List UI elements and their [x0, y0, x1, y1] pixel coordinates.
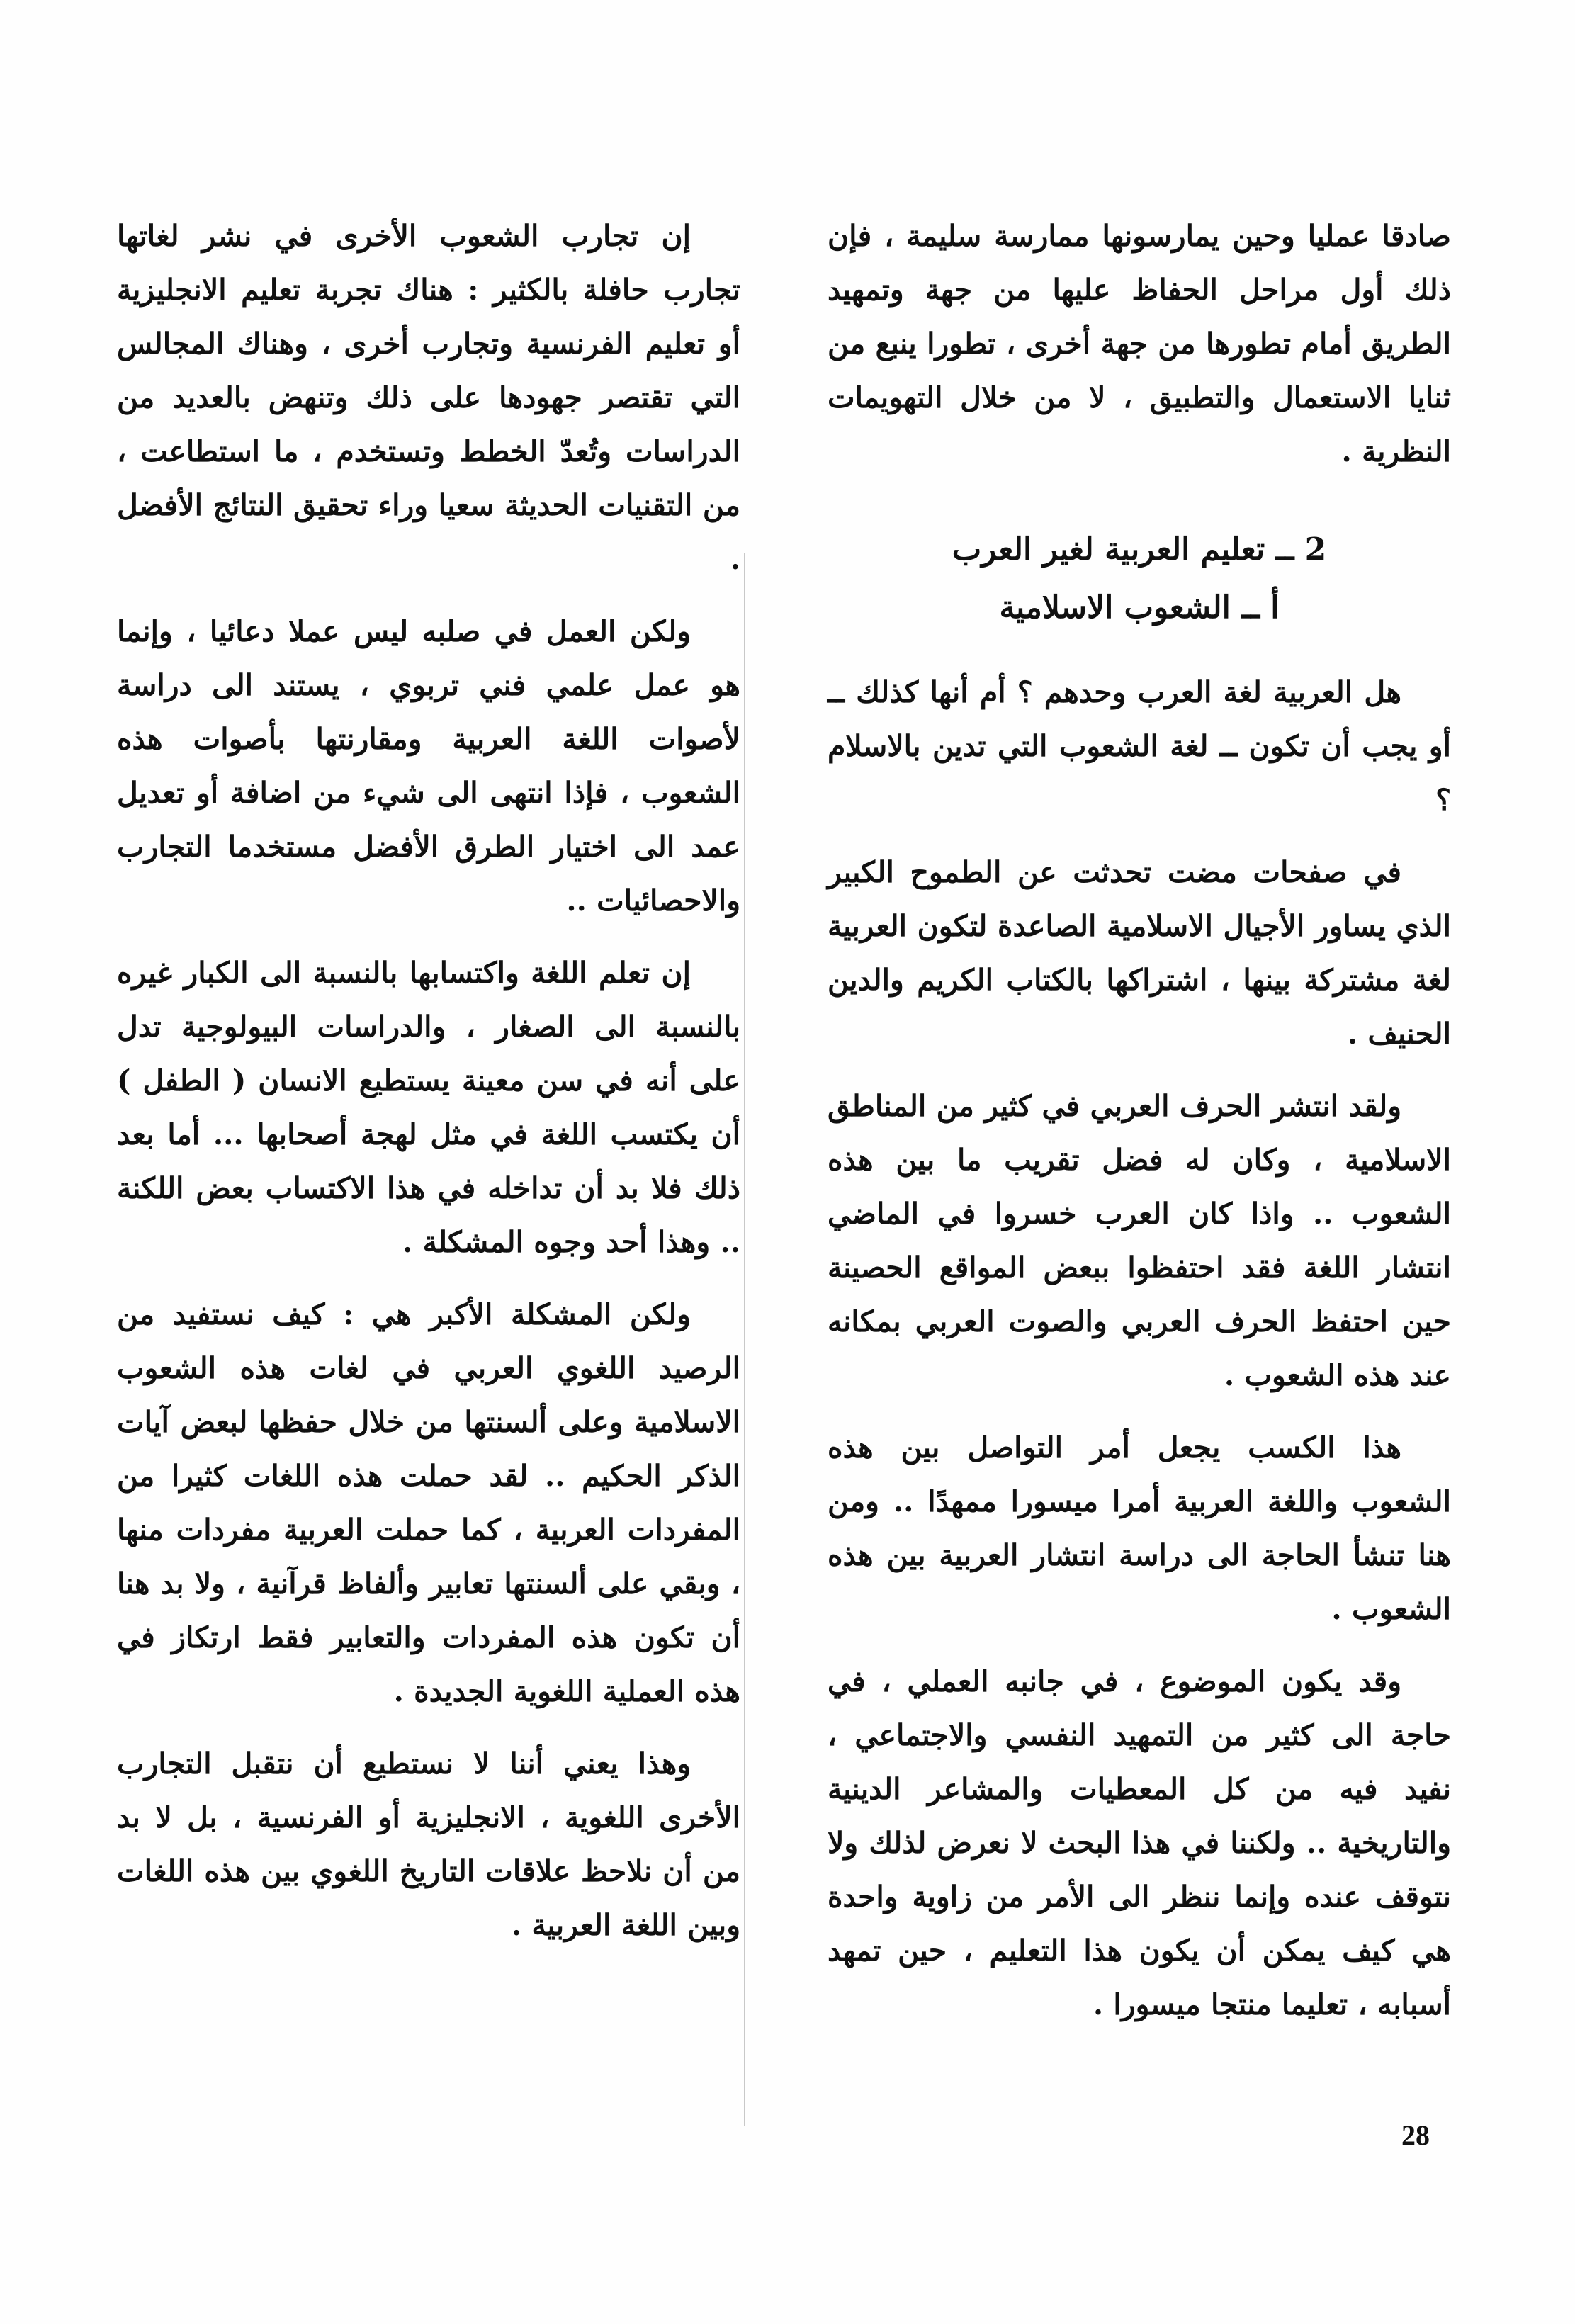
paragraph: ولكن المشكلة الأكبر هي : كيف نستفيد من الرصيد اللغوي العربي في لغات هذه الشعوب الاسلامية وعلى ألسنتها من خلال حفظها لبعض آيات الذكر الحكيم .. لقد حملت هذه اللغات كثيرا من المفردات العربية ، كما حملت العربية مفردات منها ، وبقي على ألسنتها تعابير وألفاظ قرآنية ، ولا بد هنا أن تكون هذه المفردات والتعابير فقط ارتكاز في هذه العملية اللغوية الجديدة .	[117, 1297, 740, 1708]
paragraph: وهذا يعني أننا لا نستطيع أن نتقبل التجارب الأخرى اللغوية ، الانجليزية أو الفرنسية ، بل لا بد من أن نلاحظ علاقات التاريخ اللغوي بين هذه اللغات وبين اللغة العربية .	[117, 1747, 740, 1942]
paragraph: إن تعلم اللغة واكتسابها بالنسبة الى الكبار غيره بالنسبة الى الصغار ، والدراسات البيولوجية تدل على أنه في سن معينة يستطيع الانسان ( الطفل ) أن يكتسب اللغة في مثل لهجة أصحابها ... أما بعد ذلك فلا بد أن تداخله في هذا الاكتساب بعض اللكنة .. وهذا أحد وجوه المشكلة .	[117, 956, 740, 1259]
paragraph: ولكن العمل في صلبه ليس عملا دعائيا ، وإنما هو عمل علمي فني تربوي ، يستند الى دراسة لأصوات اللغة العربية ومقارنتها بأصوات هذه الشعوب ، فإذا انتهى الى شيء من اضافة أو تعديل عمد الى اختيار الطرق الأفضل مستخدما التجارب والاحصائيات ..	[117, 614, 740, 918]
paragraph: وقد يكون الموضوع ، في جانبه العملي ، في حاجة الى كثير من التمهيد النفسي والاجتماعي ، نفيد فيه من كل المعطيات والمشاعر الدينية والتاريخية .. ولكننا في هذا البحث لا نعرض لذلك ولا نتوقف عنده وإنما ننظر الى الأمر من زاوية واحدة هي كيف يمكن أن يكون هذا التعليم ، حين تمهد أسبابه ، تعليما منتجا ميسورا .	[828, 1664, 1451, 2021]
right-column	[828, 209, 1451, 2050]
paragraph: ولقد انتشر الحرف العربي في كثير من المناطق الاسلامية ، وكان له فضل تقريب ما بين هذه الشعوب .. واذا كان العرب خسروا في الماضي انتشار اللغة فقد احتفظوا ببعض المواقع الحصينة حين احتفظ الحرف العربي والصوت العربي بمكانه عند هذه الشعوب .	[828, 1089, 1451, 1392]
column-divider	[744, 553, 745, 2126]
paragraph: صادقا عمليا وحين يمارسونها ممارسة سليمة ، فإن ذلك أول مراحل الحفاظ عليها من جهة وتمهيد الطريق أمام تطورها من جهة أخرى ، تطورا ينبع من ثنايا الاستعمال والتطبيق ، لا من خلال التهويمات النظرية .	[828, 219, 1451, 468]
page-number: 28	[1401, 2119, 1430, 2151]
left-column	[117, 209, 740, 1970]
paragraph: هل العربية لغة العرب وحدهم ؟ أم أنها كذلك ــ أو يجب أن تكون ــ لغة الشعوب التي تدين بالاسلام ؟	[828, 675, 1451, 817]
section-heading	[828, 521, 1451, 637]
heading-line-1: 2 ــ تعليم العربية لغير العرب	[952, 531, 1327, 568]
paragraph: إن تجارب الشعوب الأخرى في نشر لغاتها تجارب حافلة بالكثير : هناك تجربة تعليم الانجليزية أو تعليم الفرنسية وتجارب أخرى ، وهناك المجالس التي تقتصر جهودها على ذلك وتنهض بالعديد من الدراسات وتُعدّ الخطط وتستخدم ، ما استطاعت ، من التقنيات الحديثة سعيا وراء تحقيق النتائج الأفضل .	[117, 219, 740, 576]
paragraph: هذا الكسب يجعل أمر التواصل بين هذه الشعوب واللغة العربية أمرا ميسورا ممهدًا .. ومن هنا تنشأ الحاجة الى دراسة انتشار العربية بين هذه الشعوب .	[828, 1431, 1451, 1626]
heading-line-2: أ ــ الشعوب الاسلامية	[999, 590, 1280, 626]
paragraph: في صفحات مضت تحدثت عن الطموح الكبير الذي يساور الأجيال الاسلامية الصاعدة لتكون العربية لغة مشتركة بينها ، اشتراكها بالكتاب الكريم والدين الحنيف .	[828, 855, 1451, 1051]
